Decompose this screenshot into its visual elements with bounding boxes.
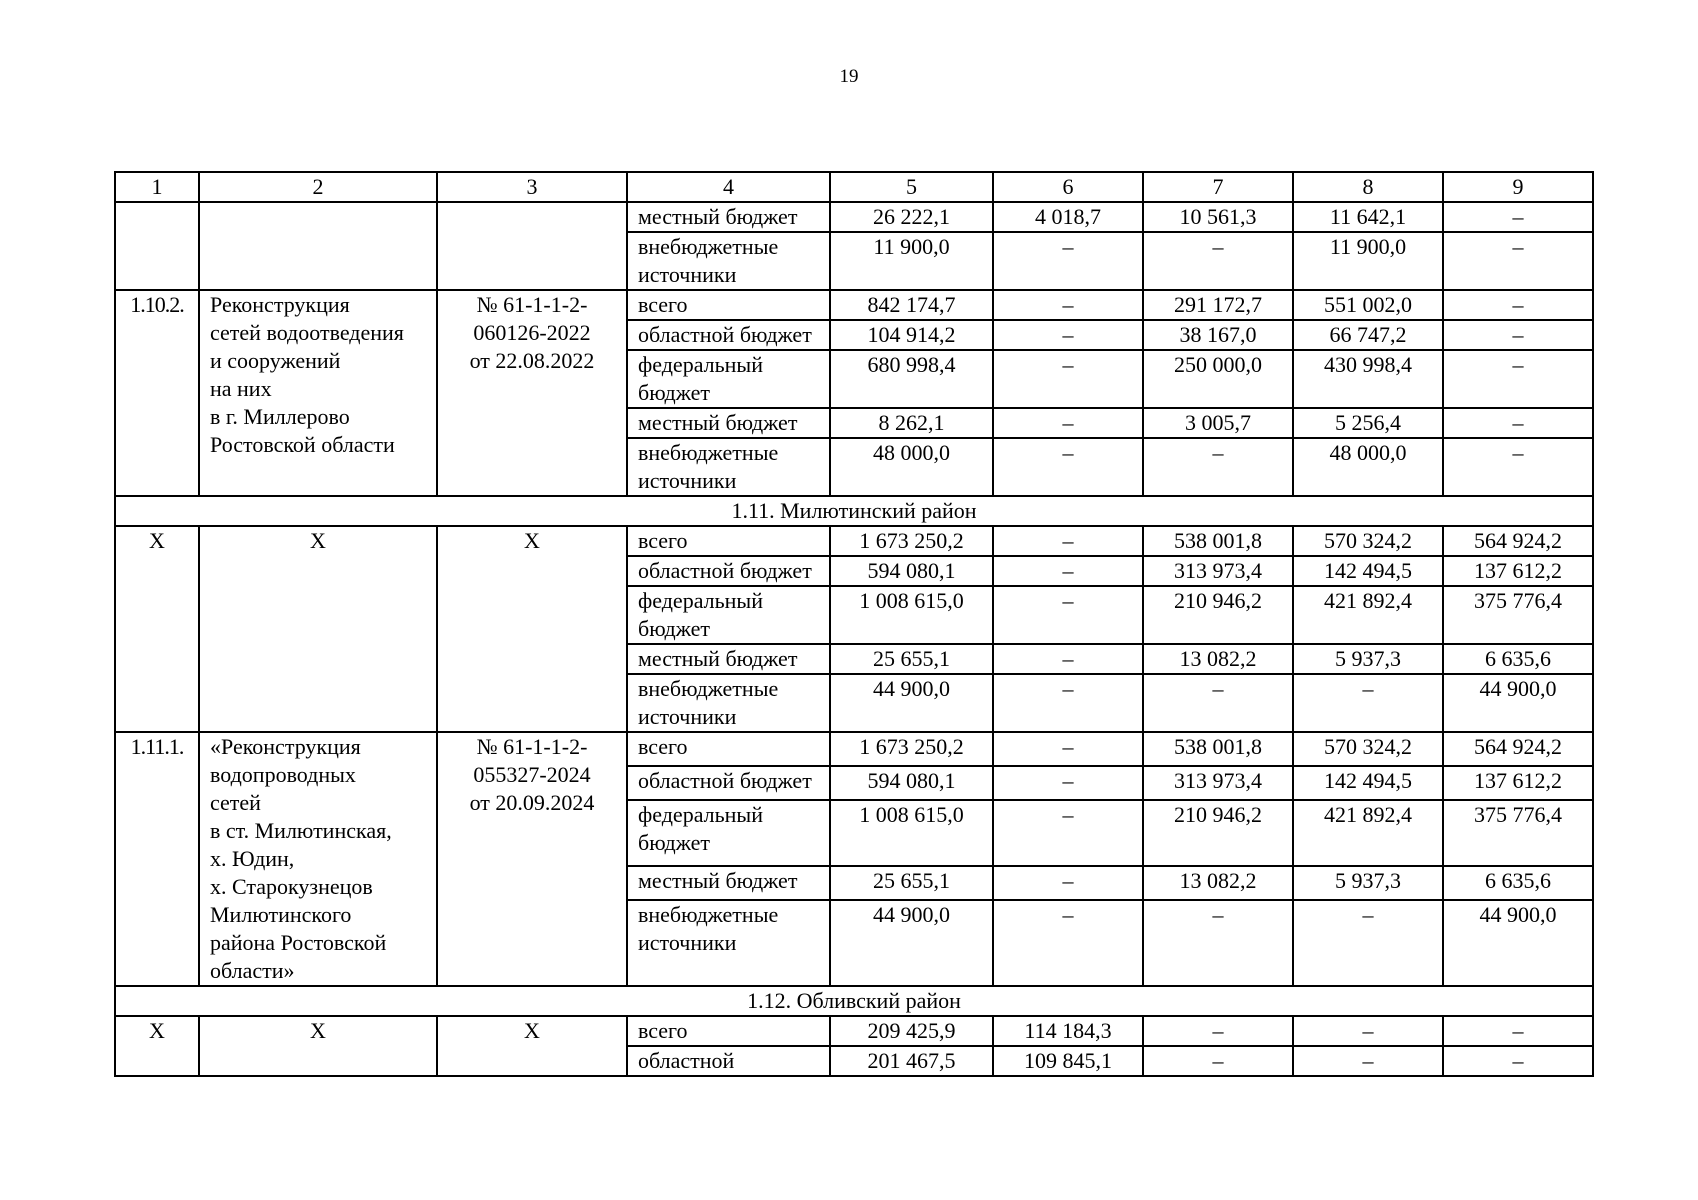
amount-cell: 104 914,2: [830, 320, 993, 350]
column-header: 4: [627, 172, 830, 202]
section-title: 1.12. Обливский район: [115, 986, 1593, 1016]
amount-cell: 313 973,4: [1143, 556, 1293, 586]
amount-cell: –: [1143, 674, 1293, 732]
amount-cell: 570 324,2: [1293, 526, 1443, 556]
amount-cell: –: [1443, 350, 1593, 408]
amount-cell: 291 172,7: [1143, 290, 1293, 320]
funding-source: местный бюджет: [627, 866, 830, 900]
amount-cell: –: [993, 900, 1143, 986]
funding-source: всего: [627, 526, 830, 556]
amount-cell: 142 494,5: [1293, 556, 1443, 586]
funding-source: внебюджетные источники: [627, 900, 830, 986]
section-title: 1.11. Милютинский район: [115, 496, 1593, 526]
amount-cell: 4 018,7: [993, 202, 1143, 232]
amount-cell: 109 845,1: [993, 1046, 1143, 1076]
amount-cell: –: [1143, 1046, 1293, 1076]
amount-cell: 570 324,2: [1293, 732, 1443, 766]
funding-source: местный бюджет: [627, 202, 830, 232]
amount-cell: 137 612,2: [1443, 556, 1593, 586]
funding-source: внебюджетные источники: [627, 674, 830, 732]
amount-cell: –: [993, 350, 1143, 408]
funding-source: областной: [627, 1046, 830, 1076]
funding-source: областной бюджет: [627, 556, 830, 586]
amount-cell: 538 001,8: [1143, 732, 1293, 766]
amount-cell: 564 924,2: [1443, 526, 1593, 556]
x-marker: Х: [199, 526, 437, 732]
amount-cell: 375 776,4: [1443, 800, 1593, 866]
amount-cell: 250 000,0: [1143, 350, 1293, 408]
amount-cell: 1 673 250,2: [830, 732, 993, 766]
x-marker: Х: [199, 1016, 437, 1076]
table-row: [115, 1016, 1593, 1046]
item-number: 1.10.2.: [115, 290, 199, 496]
amount-cell: 1 008 615,0: [830, 800, 993, 866]
amount-cell: 66 747,2: [1293, 320, 1443, 350]
amount-cell: 48 000,0: [830, 438, 993, 496]
amount-cell: 38 167,0: [1143, 320, 1293, 350]
amount-cell: –: [993, 800, 1143, 866]
funding-source: всего: [627, 1016, 830, 1046]
document-reference: № 61-1-1-2- 060126-2022 от 22.08.2022: [437, 290, 627, 496]
x-marker: Х: [115, 1016, 199, 1076]
funding-source: внебюджетные источники: [627, 232, 830, 290]
column-header: 6: [993, 172, 1143, 202]
item-number: 1.11.1.: [115, 732, 199, 986]
amount-cell: –: [1443, 290, 1593, 320]
amount-cell: –: [993, 556, 1143, 586]
table-row: [115, 732, 1593, 766]
funding-source: всего: [627, 732, 830, 766]
amount-cell: 5 937,3: [1293, 866, 1443, 900]
funding-source: местный бюджет: [627, 408, 830, 438]
amount-cell: 44 900,0: [830, 900, 993, 986]
amount-cell: 842 174,7: [830, 290, 993, 320]
amount-cell: 594 080,1: [830, 766, 993, 800]
amount-cell: –: [1443, 438, 1593, 496]
amount-cell: 44 900,0: [1443, 674, 1593, 732]
amount-cell: 313 973,4: [1143, 766, 1293, 800]
amount-cell: 5 937,3: [1293, 644, 1443, 674]
section-row: [115, 986, 1593, 1016]
x-marker: Х: [437, 526, 627, 732]
funding-source: внебюджетные источники: [627, 438, 830, 496]
amount-cell: –: [1143, 438, 1293, 496]
object-name: Реконструкция сетей водоотведения и сооружений на них в г. Миллерово Ростовской области: [199, 290, 437, 496]
column-header: 9: [1443, 172, 1593, 202]
funding-source: федеральный бюджет: [627, 586, 830, 644]
column-header: 8: [1293, 172, 1443, 202]
amount-cell: 210 946,2: [1143, 800, 1293, 866]
column-header: 2: [199, 172, 437, 202]
amount-cell: 421 892,4: [1293, 586, 1443, 644]
amount-cell: 11 900,0: [1293, 232, 1443, 290]
funding-source: местный бюджет: [627, 644, 830, 674]
amount-cell: –: [1443, 232, 1593, 290]
amount-cell: –: [993, 866, 1143, 900]
amount-cell: 5 256,4: [1293, 408, 1443, 438]
table-row: [115, 202, 1593, 232]
amount-cell: 421 892,4: [1293, 800, 1443, 866]
amount-cell: 6 635,6: [1443, 866, 1593, 900]
amount-cell: 13 082,2: [1143, 644, 1293, 674]
amount-cell: –: [993, 408, 1143, 438]
amount-cell: –: [993, 766, 1143, 800]
amount-cell: 430 998,4: [1293, 350, 1443, 408]
amount-cell: –: [1443, 320, 1593, 350]
amount-cell: 210 946,2: [1143, 586, 1293, 644]
amount-cell: 25 655,1: [830, 866, 993, 900]
amount-cell: –: [1443, 1016, 1593, 1046]
amount-cell: –: [1143, 232, 1293, 290]
empty-cell: [115, 202, 199, 290]
amount-cell: 26 222,1: [830, 202, 993, 232]
amount-cell: –: [1443, 1046, 1593, 1076]
amount-cell: –: [1293, 674, 1443, 732]
amount-cell: –: [993, 526, 1143, 556]
amount-cell: 375 776,4: [1443, 586, 1593, 644]
amount-cell: 11 900,0: [830, 232, 993, 290]
budget-table: [114, 171, 1594, 1077]
amount-cell: –: [1443, 202, 1593, 232]
amount-cell: –: [993, 674, 1143, 732]
amount-cell: 680 998,4: [830, 350, 993, 408]
column-header: 7: [1143, 172, 1293, 202]
amount-cell: –: [1293, 1046, 1443, 1076]
funding-source: федеральный бюджет: [627, 800, 830, 866]
amount-cell: –: [993, 320, 1143, 350]
amount-cell: 137 612,2: [1443, 766, 1593, 800]
table-row: [115, 526, 1593, 556]
funding-source: федеральный бюджет: [627, 350, 830, 408]
amount-cell: 551 002,0: [1293, 290, 1443, 320]
amount-cell: 564 924,2: [1443, 732, 1593, 766]
amount-cell: –: [1293, 900, 1443, 986]
object-name: «Реконструкция водопроводных сетей в ст. Милютинская, х. Юдин, х. Старокузнецов Милютинского района Ростовской области»: [199, 732, 437, 986]
amount-cell: –: [993, 438, 1143, 496]
page-number: 19: [839, 66, 859, 87]
amount-cell: 44 900,0: [830, 674, 993, 732]
amount-cell: 538 001,8: [1143, 526, 1293, 556]
amount-cell: 11 642,1: [1293, 202, 1443, 232]
amount-cell: 201 467,5: [830, 1046, 993, 1076]
amount-cell: 10 561,3: [1143, 202, 1293, 232]
amount-cell: –: [1143, 1016, 1293, 1046]
amount-cell: 6 635,6: [1443, 644, 1593, 674]
document-reference: № 61-1-1-2- 055327-2024 от 20.09.2024: [437, 732, 627, 986]
amount-cell: 114 184,3: [993, 1016, 1143, 1046]
amount-cell: 594 080,1: [830, 556, 993, 586]
x-marker: Х: [437, 1016, 627, 1076]
amount-cell: 1 008 615,0: [830, 586, 993, 644]
x-marker: Х: [115, 526, 199, 732]
amount-cell: –: [993, 290, 1143, 320]
amount-cell: –: [1443, 408, 1593, 438]
amount-cell: –: [1293, 1016, 1443, 1046]
amount-cell: –: [993, 232, 1143, 290]
column-header: 5: [830, 172, 993, 202]
column-header: 3: [437, 172, 627, 202]
funding-source: областной бюджет: [627, 320, 830, 350]
funding-source: всего: [627, 290, 830, 320]
table-row: [115, 290, 1593, 320]
amount-cell: 44 900,0: [1443, 900, 1593, 986]
column-header: 1: [115, 172, 199, 202]
funding-source: областной бюджет: [627, 766, 830, 800]
amount-cell: –: [993, 586, 1143, 644]
empty-cell: [437, 202, 627, 290]
section-row: [115, 496, 1593, 526]
amount-cell: 25 655,1: [830, 644, 993, 674]
empty-cell: [199, 202, 437, 290]
amount-cell: 8 262,1: [830, 408, 993, 438]
amount-cell: –: [993, 732, 1143, 766]
amount-cell: 142 494,5: [1293, 766, 1443, 800]
amount-cell: –: [1143, 900, 1293, 986]
amount-cell: 209 425,9: [830, 1016, 993, 1046]
amount-cell: 1 673 250,2: [830, 526, 993, 556]
amount-cell: –: [993, 644, 1143, 674]
column-header-row: [115, 172, 1593, 202]
amount-cell: 3 005,7: [1143, 408, 1293, 438]
amount-cell: 13 082,2: [1143, 866, 1293, 900]
amount-cell: 48 000,0: [1293, 438, 1443, 496]
